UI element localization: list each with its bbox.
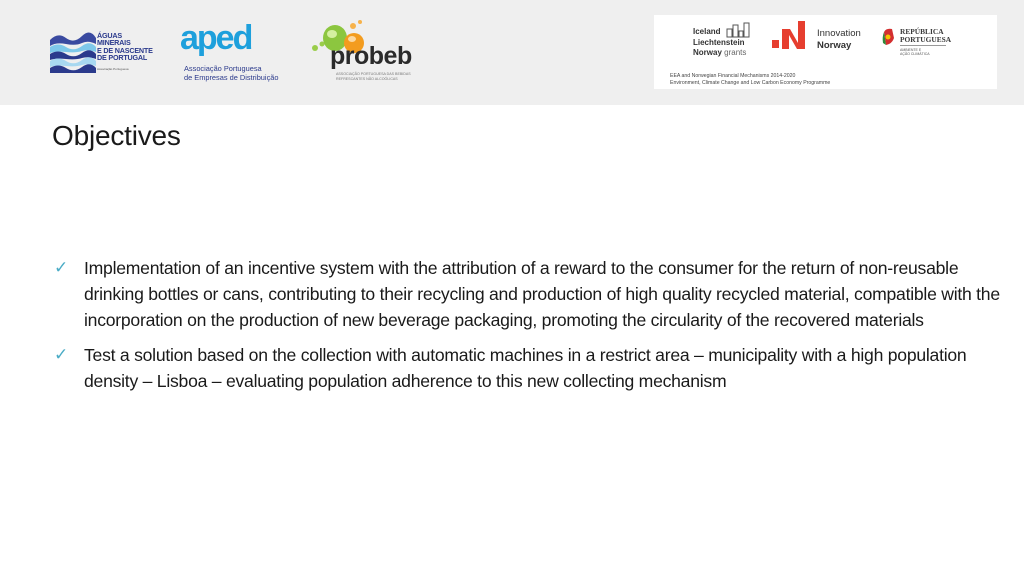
eea-grants-logo-panel	[654, 15, 997, 89]
probeb-wordmark: probeb	[330, 42, 412, 70]
republica-subtitle	[900, 48, 930, 57]
checkmark-icon: ✓	[54, 258, 69, 277]
aped-logo	[180, 19, 290, 84]
aguas-line-3: E DE NASCENTE	[97, 45, 153, 55]
waves-icon	[48, 30, 98, 74]
innovation-line-1: Innovation	[817, 28, 861, 39]
eea-line-liechtenstein: Liechtenstein	[693, 37, 745, 47]
checkmark-icon: ✓	[54, 345, 69, 365]
objectives-list	[52, 256, 1012, 405]
innovation-norway-mark-icon	[772, 21, 806, 49]
aguas-logo-text	[97, 32, 153, 62]
probeb-logo	[310, 18, 430, 88]
slide-title: Objectives	[52, 120, 181, 151]
republica-divider	[900, 45, 946, 46]
innovation-norway-logo	[817, 28, 861, 52]
aped-wordmark: aped	[180, 19, 252, 57]
programme-caption	[670, 73, 830, 87]
republica-line-1: REPÚBLICA	[900, 27, 944, 36]
aped-subtitle	[184, 64, 278, 82]
eea-line-iceland: Iceland	[693, 27, 721, 36]
objective-text: Implementation of an incentive system with the attribution of a reward to the consumer for the return of non-reusable drinking bottles or cans, contributing to their recycling and production of high quality recycled material, compatible with the incorporation on the production of new beverage packaging, promoting the circularity of the recovered materials	[84, 258, 1000, 330]
aguas-minerais-logo	[48, 28, 158, 76]
logo-header-band	[0, 0, 1024, 105]
aguas-line-1: ÁGUAS	[97, 31, 122, 40]
aguas-line-2: MINERAIS	[97, 38, 131, 48]
objective-item	[52, 343, 1012, 395]
eea-building-icon	[726, 21, 750, 39]
probeb-subtitle-line-1: ASSOCIAÇÃO PORTUGUESA DAS BEBIDAS	[336, 72, 411, 76]
republica-portuguesa-logo	[900, 28, 951, 44]
republica-sub-2: AÇÃO CLIMÁTICA	[900, 52, 930, 57]
republica-sub-1: AMBIENTE E	[900, 48, 922, 52]
eea-line-norway	[693, 48, 746, 59]
portugal-flag-icon	[882, 28, 896, 46]
programme-line-2: Environment, Climate Change and Low Carbon Economy Programme	[670, 80, 831, 86]
aguas-line-4: DE PORTUGAL	[97, 53, 148, 63]
eea-grants: grants	[724, 48, 747, 57]
programme-line-1: EEA and Norwegian Financial Mechanisms 2014-2020	[670, 73, 796, 79]
republica-line-2: PORTUGUESA	[900, 35, 952, 44]
objective-text: Test a solution based on the collection with automatic machines in a restrict area – municipality with a high population density – Lisboa – evaluating population adherence to this new collecting mechanism	[84, 345, 967, 392]
objective-item	[52, 256, 1012, 333]
probeb-subtitle	[336, 72, 411, 81]
probeb-subtitle-line-2: REFRESCANTES NÃO ALCOÓLICAS	[336, 76, 398, 81]
eea-norway: Norway	[693, 48, 722, 57]
aguas-subtitle: Associação Portuguesa	[97, 67, 129, 71]
aped-subtitle-line-1: Associação Portuguesa	[184, 64, 262, 73]
aped-subtitle-line-2: de Empresas de Distribuição	[184, 73, 279, 82]
innovation-line-2: Norway	[817, 40, 852, 51]
